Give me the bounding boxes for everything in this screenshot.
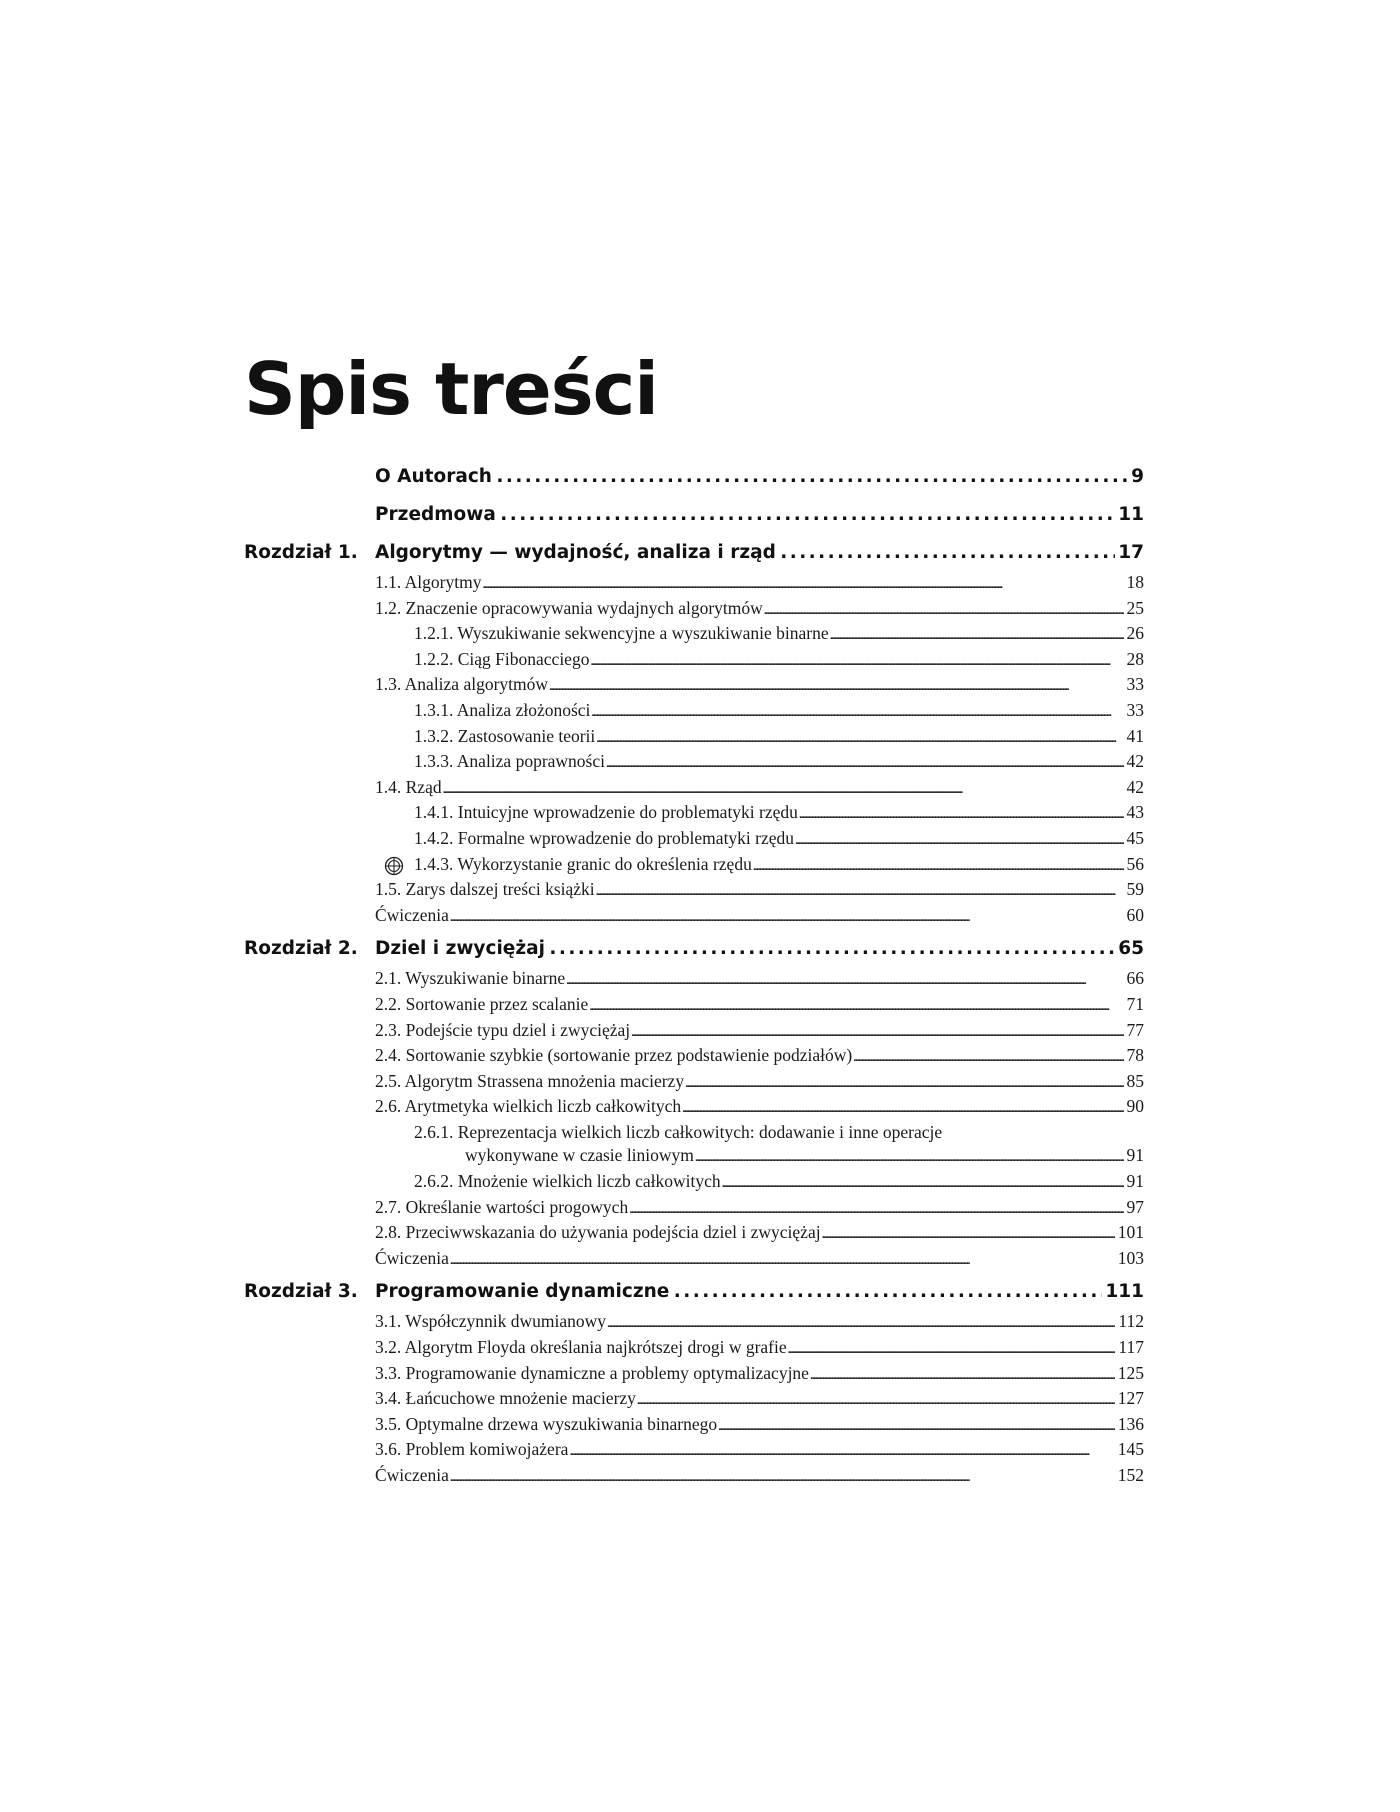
chapter-page: 65 bbox=[1118, 938, 1144, 960]
toc-entry-title: 2.6. Arytmetyka wielkich liczb całkowitych . . . bbox=[375, 1095, 1124, 1121]
advanced-topic-icon bbox=[384, 856, 404, 876]
toc-entry[interactable] bbox=[244, 597, 1144, 623]
toc-entry[interactable] bbox=[244, 967, 1144, 993]
toc-entry-title: 1.3.1. Analiza złożoności . . . bbox=[414, 699, 1124, 725]
toc-entry-title: 1.4. Rząd . . . bbox=[375, 776, 1124, 802]
toc-entry-page: 18 bbox=[1126, 572, 1144, 592]
toc-entry-page: 42 bbox=[1126, 776, 1144, 797]
toc-entry-page: 59 bbox=[1126, 879, 1144, 900]
toc-entry-title: 1.2. Znaczenie opracowywania wydajnych algorytmów . . . bbox=[375, 597, 1124, 623]
toc-entry-title: 2.3. Podejście typu dziel i zwyciężaj . . . bbox=[375, 1019, 1124, 1045]
toc-entry[interactable] bbox=[244, 725, 1144, 751]
toc-entry-title: 1.3.2. Zastosowanie teorii . . . bbox=[414, 725, 1124, 751]
toc-entry-page: 152 bbox=[1117, 1465, 1144, 1485]
toc-entry-title: 3.2. Algorytm Floyda określania najkrótszej drogi w grafie . . . bbox=[375, 1336, 1115, 1362]
toc-entry-page: 77 bbox=[1126, 1019, 1144, 1040]
toc-entry[interactable] bbox=[244, 699, 1144, 725]
toc-entry[interactable] bbox=[244, 1144, 1144, 1170]
toc-entry[interactable] bbox=[244, 622, 1144, 648]
toc-entry[interactable] bbox=[244, 1019, 1144, 1045]
toc-entry[interactable] bbox=[244, 1095, 1144, 1121]
toc-entry-title: 2.1. Wyszukiwanie binarne . . . bbox=[375, 967, 1124, 993]
toc-entry-page: 71 bbox=[1126, 993, 1144, 1014]
toc-entry-title: 3.3. Programowanie dynamiczne a problemy optymalizacyjne . . . bbox=[375, 1362, 1115, 1388]
toc-entry-page: 11 bbox=[1118, 504, 1144, 525]
toc-entry-page: 28 bbox=[1126, 648, 1144, 669]
toc-entry-title: 1.4.3. Wykorzystanie granic do określenia rzędu . . . bbox=[414, 853, 1124, 879]
toc-entry-page: 33 bbox=[1126, 674, 1144, 695]
toc-entry[interactable] bbox=[244, 571, 1144, 597]
toc-entry-title: O Autorach . . . bbox=[375, 466, 1128, 488]
toc-entry[interactable] bbox=[244, 648, 1144, 674]
toc-entry-title: Ćwiczenia . . . bbox=[375, 1247, 1115, 1273]
toc-entry-page: 41 bbox=[1126, 725, 1144, 746]
toc-entry-page: 91 bbox=[1126, 1171, 1144, 1192]
toc-entry-page: 25 bbox=[1126, 597, 1144, 618]
toc-entry[interactable] bbox=[244, 776, 1144, 802]
toc-entry-title: 1.3. Analiza algorytmów . . . bbox=[375, 673, 1124, 699]
chapter-heading-3[interactable] bbox=[244, 1281, 1144, 1303]
toc-entry-page: 9 bbox=[1131, 466, 1144, 487]
toc-entry[interactable] bbox=[244, 1196, 1144, 1222]
toc-entry[interactable] bbox=[244, 1170, 1144, 1196]
toc-entry[interactable] bbox=[244, 1362, 1144, 1388]
toc-entry[interactable] bbox=[244, 1387, 1144, 1413]
chapter-label: Rozdział 1. bbox=[244, 542, 358, 563]
toc-entry-page: 66 bbox=[1126, 968, 1144, 989]
toc-entry-page: 45 bbox=[1126, 827, 1144, 848]
toc-entry-title: Ćwiczenia . . . bbox=[375, 1464, 1115, 1490]
toc-entry[interactable] bbox=[244, 1221, 1144, 1247]
toc-entry[interactable] bbox=[244, 1438, 1144, 1464]
toc-entry-title: Przedmowa . . . bbox=[375, 504, 1115, 526]
toc-entry[interactable] bbox=[244, 750, 1144, 776]
chapter-heading-2[interactable] bbox=[244, 938, 1144, 960]
chapter-heading-1[interactable] bbox=[244, 542, 1144, 564]
toc-entry-title: 1.5. Zarys dalszej treści książki . . . bbox=[375, 878, 1124, 904]
toc-entry-title: 3.1. Współczynnik dwumianowy . . . bbox=[375, 1310, 1115, 1336]
toc-entry-title: 3.5. Optymalne drzewa wyszukiwania binarnego . . . bbox=[375, 1413, 1115, 1439]
toc-entry[interactable] bbox=[244, 827, 1144, 853]
toc-entry-page: 56 bbox=[1126, 853, 1144, 874]
toc-entry-page: 43 bbox=[1126, 802, 1144, 823]
toc-entry-page: 90 bbox=[1126, 1096, 1144, 1117]
toc-entry-title: 1.1. Algorytmy . . . bbox=[375, 571, 1124, 597]
toc-entry-title: 3.4. Łańcuchowe mnożenie macierzy . . . bbox=[375, 1387, 1115, 1413]
toc-entry-title: 1.4.2. Formalne wprowadzenie do problematyki rzędu . . . bbox=[414, 827, 1124, 853]
toc-entry-title: 1.2.2. Ciąg Fibonacciego . . . bbox=[414, 648, 1124, 674]
toc-entry-exercises[interactable] bbox=[244, 1247, 1144, 1273]
toc-entry-title: 1.2.1. Wyszukiwanie sekwencyjne a wyszukiwanie binarne . . . bbox=[414, 622, 1124, 648]
chapter-label: Rozdział 3. bbox=[244, 1281, 358, 1303]
toc-entry-title: 2.5. Algorytm Strassena mnożenia macierzy . . . bbox=[375, 1070, 1124, 1096]
toc-entry-page: 136 bbox=[1117, 1413, 1144, 1434]
toc-entry-title: 2.7. Określanie wartości progowych . . . bbox=[375, 1196, 1124, 1222]
toc-entry-title: 2.4. Sortowanie szybkie (sortowanie przez podstawienie podziałów) . . . bbox=[375, 1044, 1124, 1070]
chapter-title: Programowanie dynamiczne . . . bbox=[375, 1281, 1102, 1303]
toc-entry-page: 26 bbox=[1126, 623, 1144, 644]
toc-entry-page: 125 bbox=[1117, 1362, 1144, 1383]
toc-entry-przedmowa[interactable] bbox=[244, 504, 1144, 526]
toc-entry[interactable] bbox=[244, 878, 1144, 904]
page-title: Spis treści bbox=[244, 347, 658, 431]
toc-entry-title: 2.8. Przeciwwskazania do używania podejścia dziel i zwyciężaj . . . bbox=[375, 1221, 1115, 1247]
toc-entry-title: 1.3.3. Analiza poprawności . . . bbox=[414, 750, 1124, 776]
toc-entry-page: 33 bbox=[1126, 699, 1144, 720]
table-of-contents bbox=[244, 466, 1144, 1490]
toc-entry[interactable] bbox=[244, 673, 1144, 699]
toc-entry[interactable] bbox=[244, 1310, 1144, 1336]
toc-entry-page: 97 bbox=[1126, 1196, 1144, 1217]
toc-entry-title: Ćwiczenia . . . bbox=[375, 904, 1124, 930]
toc-entry[interactable] bbox=[244, 993, 1144, 1019]
toc-entry-page: 101 bbox=[1117, 1222, 1144, 1243]
chapter-page: 17 bbox=[1118, 542, 1144, 563]
toc-entry-page: 91 bbox=[1126, 1145, 1144, 1166]
toc-entry-page: 117 bbox=[1118, 1337, 1144, 1358]
toc-entry-page: 42 bbox=[1126, 751, 1144, 772]
toc-entry-title: 1.4.1. Intuicyjne wprowadzenie do problematyki rzędu . . . bbox=[414, 801, 1124, 827]
toc-entry-page: 127 bbox=[1117, 1388, 1144, 1409]
chapter-label: Rozdział 2. bbox=[244, 938, 358, 960]
toc-entry-exercises[interactable] bbox=[244, 904, 1144, 930]
chapter-page: 111 bbox=[1105, 1281, 1144, 1303]
toc-entry[interactable] bbox=[244, 1044, 1144, 1070]
toc-entry-line1: 2.6.1. Reprezentacja wielkich liczb całkowitych: dodawanie i inne operacje bbox=[414, 1121, 943, 1142]
toc-entry-title: wykonywane w czasie liniowym . . . bbox=[465, 1144, 1124, 1170]
toc-entry[interactable] bbox=[244, 1336, 1144, 1362]
toc-entry-title: 2.6.2. Mnożenie wielkich liczb całkowitych . . . bbox=[414, 1170, 1124, 1196]
toc-entry-title: 3.6. Problem komiwojażera . . . bbox=[375, 1438, 1115, 1464]
toc-entry[interactable] bbox=[244, 1413, 1144, 1439]
toc-entry[interactable] bbox=[244, 801, 1144, 827]
toc-entry-page: 85 bbox=[1126, 1070, 1144, 1091]
chapter-title: Dziel i zwyciężaj . . . bbox=[375, 938, 1115, 960]
chapter-title: Algorytmy — wydajność, analiza i rząd . . . bbox=[375, 542, 1115, 564]
toc-entry-advanced[interactable] bbox=[244, 853, 1144, 879]
toc-entry-page: 145 bbox=[1117, 1439, 1144, 1460]
toc-entry-page: 78 bbox=[1126, 1045, 1144, 1066]
toc-entry-exercises[interactable] bbox=[244, 1464, 1144, 1490]
toc-entry-title: 2.2. Sortowanie przez scalanie . . . bbox=[375, 993, 1124, 1019]
toc-entry[interactable] bbox=[244, 1070, 1144, 1096]
toc-entry-page: 60 bbox=[1126, 904, 1144, 925]
toc-entry-o-autorach[interactable] bbox=[244, 466, 1144, 488]
toc-entry-page: 112 bbox=[1118, 1311, 1144, 1332]
toc-entry-page: 103 bbox=[1117, 1247, 1144, 1268]
